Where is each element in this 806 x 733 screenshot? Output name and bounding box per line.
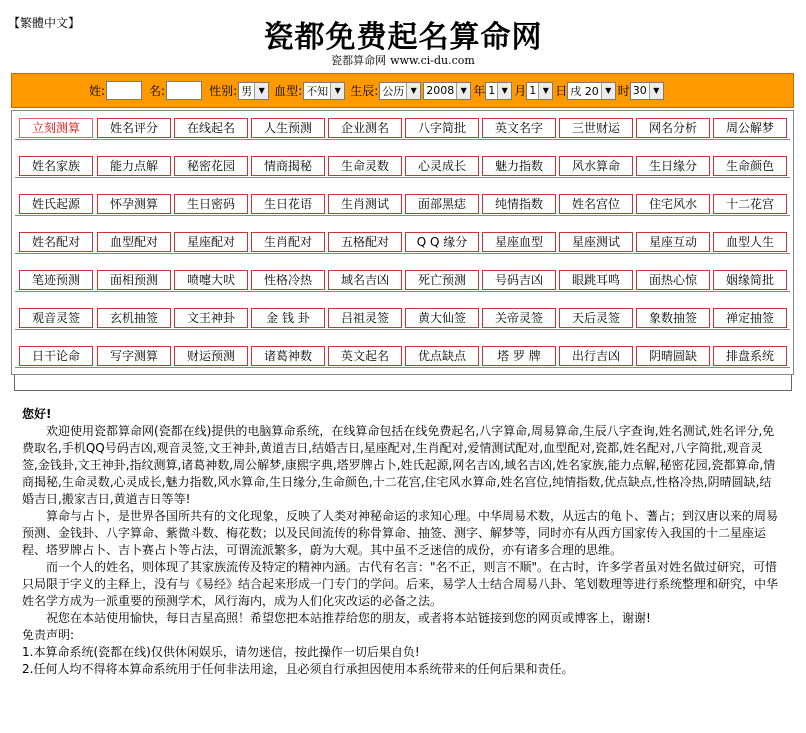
menu-link-button[interactable]: 死亡预测: [405, 270, 479, 290]
given-name-input[interactable]: [166, 81, 202, 100]
menu-footer-bar: [14, 375, 792, 391]
menu-link-button[interactable]: 生命颜色: [713, 156, 787, 176]
menu-link-button[interactable]: 秘密花园: [174, 156, 248, 176]
menu-link-button[interactable]: 象数抽签: [636, 308, 710, 328]
chevron-down-icon: ▼: [254, 83, 268, 99]
blood-type-label: 血型:: [274, 84, 303, 98]
month-unit: 月: [514, 84, 527, 98]
menu-link-button[interactable]: 心灵成长: [405, 156, 479, 176]
month-select[interactable]: 1 ▼: [485, 82, 512, 100]
menu-row: [15, 111, 790, 140]
menu-link-button[interactable]: 魅力指数: [482, 156, 556, 176]
menu-row: [15, 149, 790, 178]
disclaimer-item-2: 2.任何人均不得将本算命系统用于任何非法用途，且必须自行承担因使用本系统带来的任何后果和责任。: [22, 662, 574, 676]
birth-info-form: [11, 73, 794, 108]
chevron-down-icon: ▼: [456, 83, 470, 99]
menu-link-button[interactable]: 日干论命: [19, 346, 93, 366]
menu-link-button[interactable]: 玄机抽签: [97, 308, 171, 328]
menu-link-button[interactable]: 文王神卦: [174, 308, 248, 328]
menu-link-button[interactable]: 关帝灵签: [482, 308, 556, 328]
menu-link-button[interactable]: 姻缘简批: [713, 270, 787, 290]
intro-paragraph-1: 欢迎使用瓷都算命网(瓷都在线)提供的电脑算命系统，在线算命包括在线免费起名,八字算命,周易算命,生辰八字查询,姓名测试,姓名评分,免费取名,手机QQ号码吉凶,观音灵签,文王神卦,黄道吉日,结婚吉日,星座配对,生肖配对,爱情测试配对,血型配对,瓷都,姓名配对,八字简批,观音灵签,金钱卦,文王神卦,指纹测算,诸葛神数,周公解梦,康熙字典,塔罗牌占卜,姓氏起源,网名吉凶,域名吉凶,姓名家族,能力点解,秘密花园,瓷都算命,情商揭秘,生命灵数,心灵成长,魅力指数,风水算命,生日缘分,生命颜色,十二花宫,住宅风水算命,姓名宫位,纯情指数,优点缺点,性格冷热,阴晴圆缺,结婚吉日,搬家吉日,黄道吉日等等!: [22, 424, 776, 506]
menu-link-button[interactable]: 出行吉凶: [559, 346, 633, 366]
birth-label: 生辰:: [350, 84, 379, 98]
disclaimer-title: 免责声明:: [22, 628, 75, 642]
menu-link-button[interactable]: 血型人生: [713, 232, 787, 252]
menu-link-button[interactable]: 立刻测算: [19, 118, 93, 138]
menu-link-button[interactable]: 财运预测: [174, 346, 248, 366]
menu-link-button[interactable]: 英文名字: [482, 118, 556, 138]
menu-link-button[interactable]: 写字测算: [97, 346, 171, 366]
gender-label: 性别:: [209, 84, 238, 98]
menu-link-button[interactable]: 能力点解: [97, 156, 171, 176]
intro-paragraph-4: 祝您在本站使用愉快，每日吉星高照！希望您把本站推荐给您的朋友，或者将本站链接到您的网页或博客上，谢谢!: [46, 611, 651, 625]
menu-link-button[interactable]: 生日花语: [251, 194, 325, 214]
menu-row: [15, 301, 790, 330]
menu-link-button[interactable]: 生肖配对: [251, 232, 325, 252]
chevron-down-icon: ▼: [497, 83, 511, 99]
menu-link-button[interactable]: 优点缺点: [405, 346, 479, 366]
menu-link-button[interactable]: 喷嚏大吠: [174, 270, 248, 290]
year-select[interactable]: 2008 ▼: [423, 82, 471, 100]
menu-link-button[interactable]: 排盘系统: [713, 346, 787, 366]
site-subtitle: [0, 54, 806, 68]
surname-label: 姓:: [89, 84, 106, 98]
menu-link-button[interactable]: 十二花宫: [713, 194, 787, 214]
hour-select[interactable]: 戌 20 ▼: [567, 82, 616, 100]
menu-link-button[interactable]: 星座测试: [559, 232, 633, 252]
menu-link-button[interactable]: 生日缘分: [636, 156, 710, 176]
intro-paragraph-2: 算命与占卜，是世界各国所共有的文化现象，反映了人类对神秘命运的求知心理。中华周易术数，从远古的龟卜、蓍占；到汉唐以来的周易预测、金钱卦、八字算命、紫微斗数、梅花数；以及民间流传的称骨算命、抽签、测字、解梦等，同时亦有从西方国家传入我国的十二星座运程、塔罗牌占卜、吉卜赛占卜等占法，可谓流派繁多，蔚为大观。其中虽不乏迷信的成份，亦有诸多合理的思维。: [22, 509, 779, 557]
menu-link-button[interactable]: 姓名宫位: [559, 194, 633, 214]
day-unit: 日: [555, 84, 568, 98]
menu-link-button[interactable]: 星座血型: [482, 232, 556, 252]
menu-link-button[interactable]: 眼跳耳鸣: [559, 270, 633, 290]
menu-link-button[interactable]: 八字简批: [405, 118, 479, 138]
menu-link-button[interactable]: 笔迹预测: [19, 270, 93, 290]
menu-row: [15, 225, 790, 254]
menu-link-button[interactable]: 姓名评分: [97, 118, 171, 138]
menu-link-button[interactable]: 面部黑痣: [405, 194, 479, 214]
calendar-select[interactable]: 公历 ▼: [379, 82, 421, 100]
chevron-down-icon: ▼: [330, 83, 344, 99]
subtitle-name: 瓷都算命网: [331, 54, 387, 67]
intro-content: [22, 406, 778, 678]
site-title: 瓷都免费起名算命网: [263, 20, 543, 55]
menu-link-button[interactable]: 生肖测试: [328, 194, 402, 214]
menu-link-button[interactable]: 号码吉凶: [482, 270, 556, 290]
menu-link-button[interactable]: 英文起名: [328, 346, 402, 366]
intro-paragraph-3: 而一个人的姓名，则体现了其家族流传及特定的精神内涵。古代有名言："名不正，则言不顺"。在古时，许多学者虽对姓名做过研究，可惜只局限于字义的主释上，没有与《易经》结合起来形成一门专门的学问。后来，易学人士结合周易八卦、笔划数理等进行系统整理和研究，中华姓名学方成为一派重要的预测学术，风行海内，成为人们化灾改运的必备之法。: [22, 560, 779, 608]
menu-link-button[interactable]: 性格冷热: [251, 270, 325, 290]
menu-link-button[interactable]: 怀孕测算: [97, 194, 171, 214]
menu-link-button[interactable]: 观音灵签: [19, 308, 93, 328]
menu-link-button[interactable]: 住宅风水: [636, 194, 710, 214]
menu-link-button[interactable]: Q Q 缘分: [405, 232, 479, 252]
menu-link-button[interactable]: 吕祖灵签: [328, 308, 402, 328]
menu-link-button[interactable]: 在线起名: [174, 118, 248, 138]
menu-link-button[interactable]: 星座互动: [636, 232, 710, 252]
menu-link-button[interactable]: 五格配对: [328, 232, 402, 252]
menu-link-button[interactable]: 塔 罗 牌: [482, 346, 556, 366]
menu-link-button[interactable]: 面热心惊: [636, 270, 710, 290]
menu-link-button[interactable]: 诸葛神数: [251, 346, 325, 366]
year-unit: 年: [473, 84, 486, 98]
menu-link-button[interactable]: 天后灵签: [559, 308, 633, 328]
blood-type-select[interactable]: 不知 ▼: [303, 82, 345, 100]
menu-link-button[interactable]: 金 钱 卦: [251, 308, 325, 328]
surname-input[interactable]: [106, 81, 142, 100]
name-label: 名:: [149, 84, 166, 98]
menu-link-button[interactable]: 企业测名: [328, 118, 402, 138]
menu-link-button[interactable]: 姓名配对: [19, 232, 93, 252]
menu-link-button[interactable]: 禅定抽签: [713, 308, 787, 328]
menu-link-button[interactable]: 阴晴圆缺: [636, 346, 710, 366]
menu-link-button[interactable]: 面相预测: [97, 270, 171, 290]
menu-link-button[interactable]: 风水算命: [559, 156, 633, 176]
greeting: 您好!: [22, 407, 52, 421]
menu-link-button[interactable]: 纯情指数: [482, 194, 556, 214]
menu-link-button[interactable]: 三世财运: [559, 118, 633, 138]
menu-link-button[interactable]: 网名分析: [636, 118, 710, 138]
menu-link-button[interactable]: 血型配对: [97, 232, 171, 252]
hour-unit: 时: [617, 84, 630, 98]
language-switch-link[interactable]: 【繁體中文】: [8, 16, 81, 30]
day-select[interactable]: 1 ▼: [526, 82, 553, 100]
menu-row: [15, 263, 790, 292]
feature-menu: [11, 110, 794, 375]
subtitle-url: www.ci-du.com: [390, 54, 475, 67]
menu-link-button[interactable]: 人生预测: [251, 118, 325, 138]
menu-row: [15, 187, 790, 216]
menu-link-button[interactable]: 生日密码: [174, 194, 248, 214]
menu-row: [15, 339, 790, 368]
menu-link-button[interactable]: 黄大仙签: [405, 308, 479, 328]
menu-link-button[interactable]: 情商揭秘: [251, 156, 325, 176]
disclaimer-item-1: 1.本算命系统(瓷都在线)仅供休闲娱乐，请勿迷信，按此操作一切后果自负!: [22, 645, 420, 659]
menu-link-button[interactable]: 域名吉凶: [328, 270, 402, 290]
chevron-down-icon: ▼: [649, 83, 663, 99]
chevron-down-icon: ▼: [406, 83, 420, 99]
menu-link-button[interactable]: 周公解梦: [713, 118, 787, 138]
gender-select[interactable]: 男 ▼: [238, 82, 269, 100]
chevron-down-icon: ▼: [601, 83, 615, 99]
menu-link-button[interactable]: 星座配对: [174, 232, 248, 252]
minute-select[interactable]: 30 ▼: [630, 82, 664, 100]
menu-link-button[interactable]: 姓名家族: [19, 156, 93, 176]
chevron-down-icon: ▼: [538, 83, 552, 99]
menu-link-button[interactable]: 姓氏起源: [19, 194, 93, 214]
menu-link-button[interactable]: 生命灵数: [328, 156, 402, 176]
